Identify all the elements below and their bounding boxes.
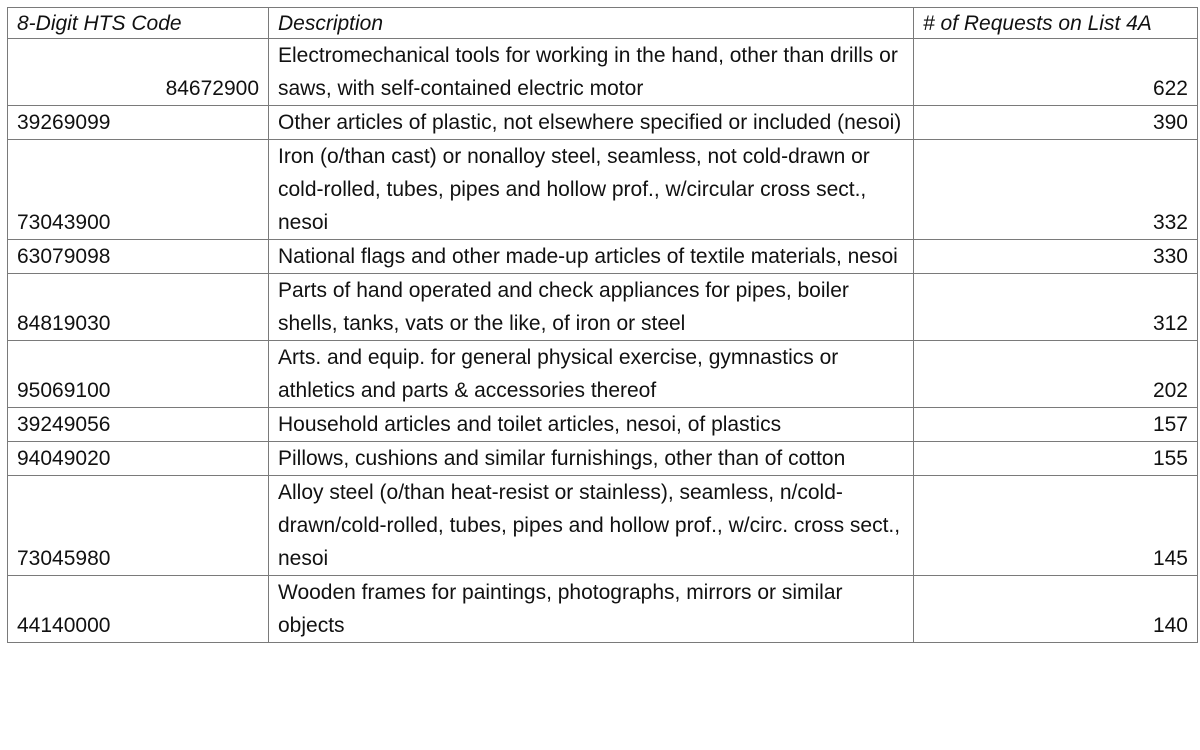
- cell-requests: 332: [914, 140, 1198, 240]
- table-row: [8, 240, 1198, 274]
- table-row: [8, 274, 1198, 341]
- cell-requests: 155: [914, 442, 1198, 476]
- header-description: Description: [269, 8, 914, 39]
- cell-requests: 157: [914, 408, 1198, 442]
- cell-requests: 390: [914, 106, 1198, 140]
- header-row: [8, 8, 1198, 39]
- cell-description: Iron (o/than cast) or nonalloy steel, seamless, not cold-drawn or cold-rolled, tubes, pipes and hollow prof., w/circular cross sect., nesoi: [269, 140, 914, 240]
- cell-code: 73045980: [8, 476, 269, 576]
- cell-description: Parts of hand operated and check appliances for pipes, boiler shells, tanks, vats or the like, of iron or steel: [269, 274, 914, 341]
- cell-code: 94049020: [8, 442, 269, 476]
- cell-code: 84819030: [8, 274, 269, 341]
- cell-code: 63079098: [8, 240, 269, 274]
- cell-code: 95069100: [8, 341, 269, 408]
- cell-requests: 202: [914, 341, 1198, 408]
- cell-requests: 330: [914, 240, 1198, 274]
- cell-code: 39249056: [8, 408, 269, 442]
- cell-description: Other articles of plastic, not elsewhere specified or included (nesoi): [269, 106, 914, 140]
- hts-requests-table: [7, 7, 1198, 643]
- cell-description: Alloy steel (o/than heat-resist or stainless), seamless, n/cold-drawn/cold-rolled, tubes, pipes and hollow prof., w/circ. cross sect., nesoi: [269, 476, 914, 576]
- table-row: [8, 140, 1198, 240]
- cell-code: 44140000: [8, 576, 269, 643]
- cell-requests: 312: [914, 274, 1198, 341]
- cell-code: 73043900: [8, 140, 269, 240]
- header-requests: # of Requests on List 4A: [914, 8, 1198, 39]
- cell-description: National flags and other made-up articles of textile materials, nesoi: [269, 240, 914, 274]
- table-row: [8, 106, 1198, 140]
- table-row: [8, 39, 1198, 106]
- cell-description: Pillows, cushions and similar furnishings, other than of cotton: [269, 442, 914, 476]
- cell-description: Arts. and equip. for general physical exercise, gymnastics or athletics and parts & accessories thereof: [269, 341, 914, 408]
- cell-code: 39269099: [8, 106, 269, 140]
- cell-code: 84672900: [8, 39, 269, 106]
- table-row: [8, 442, 1198, 476]
- table-row: [8, 576, 1198, 643]
- cell-requests: 145: [914, 476, 1198, 576]
- cell-description: Wooden frames for paintings, photographs, mirrors or similar objects: [269, 576, 914, 643]
- cell-requests: 140: [914, 576, 1198, 643]
- table-row: [8, 341, 1198, 408]
- header-code: 8-Digit HTS Code: [8, 8, 269, 39]
- table-row: [8, 408, 1198, 442]
- table-row: [8, 476, 1198, 576]
- cell-requests: 622: [914, 39, 1198, 106]
- cell-description: Household articles and toilet articles, nesoi, of plastics: [269, 408, 914, 442]
- cell-description: Electromechanical tools for working in the hand, other than drills or saws, with self-contained electric motor: [269, 39, 914, 106]
